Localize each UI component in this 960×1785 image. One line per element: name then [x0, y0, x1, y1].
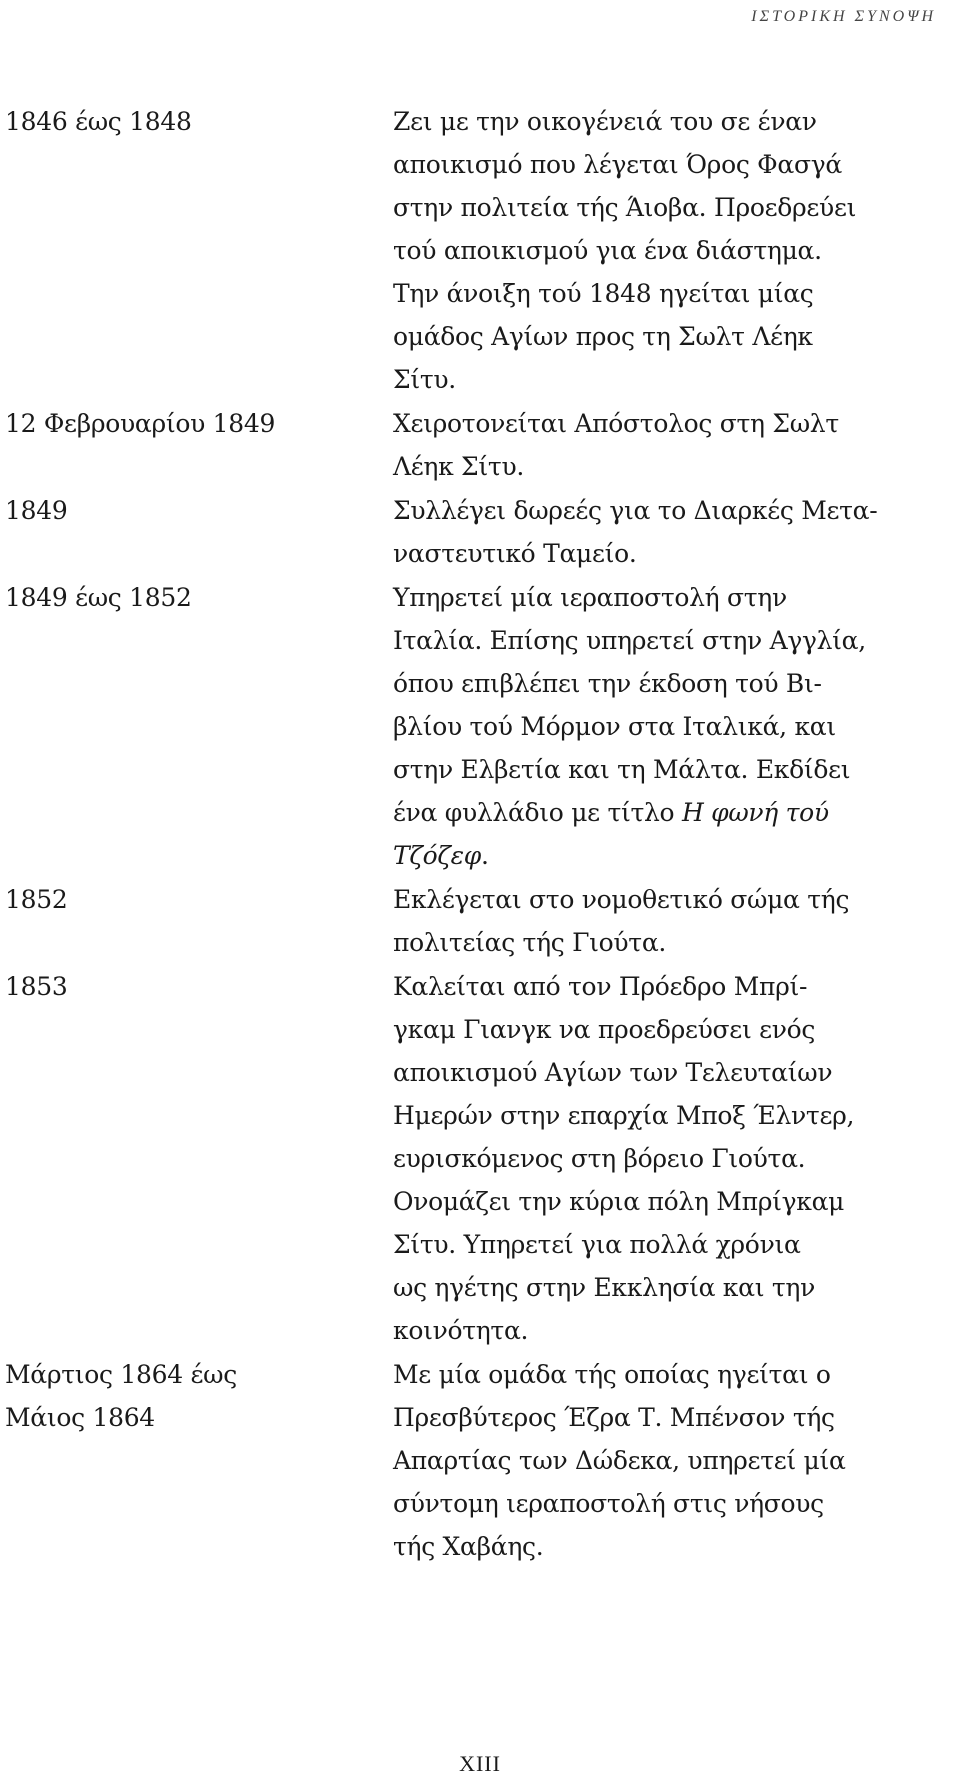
- text-line: Σίτυ. Υπηρετεί για πολλά χρόνια: [393, 1230, 801, 1259]
- text-line: Λέηκ Σίτυ.: [393, 452, 525, 481]
- date-line: 1853: [5, 972, 68, 1001]
- text-line: [393, 834, 933, 877]
- text-line: τής Χαβάης.: [393, 1532, 544, 1561]
- text-line: αποικισμού Αγίων των Τελευταίων: [393, 1058, 833, 1087]
- text-line: Ιταλία. Επίσης υπηρετεί στην Αγγλία,: [393, 626, 866, 655]
- entry-text: [393, 965, 933, 1352]
- timeline-entry: [5, 965, 935, 1352]
- entry-text: [393, 1353, 933, 1568]
- date-line: 1852: [5, 885, 68, 914]
- text-fragment: .: [480, 841, 489, 870]
- text-line: βλίου τού Μόρμον στα Ιταλικά, και: [393, 712, 836, 741]
- text-line: ευρισκόμενος στη βόρειο Γιούτα.: [393, 1144, 806, 1173]
- text-line: Απαρτίας των Δώδεκα, υπηρετεί μία: [393, 1446, 846, 1475]
- text-line: όπου επιβλέπει την έκδοση τού Βι-: [393, 669, 822, 698]
- text-line: Καλείται από τον Πρόεδρο Μπρί-: [393, 972, 808, 1001]
- timeline: [5, 100, 935, 1569]
- timeline-entry: [5, 1353, 935, 1568]
- text-line: Εκλέγεται στο νομοθετικό σώμα τής: [393, 885, 850, 914]
- text-line: κοινότητα.: [393, 1316, 529, 1345]
- entry-text: [393, 402, 933, 488]
- text-fragment: ένα φυλλάδιο με τίτλο: [393, 798, 682, 827]
- text-line: τού αποικισμού για ένα διάστημα.: [393, 236, 822, 265]
- date-line: Μάιος 1864: [5, 1403, 155, 1432]
- pamphlet-title: Τζόζεφ: [393, 841, 481, 870]
- text-line: Ημερών στην επαρχία Μποξ Έλντερ,: [393, 1101, 855, 1130]
- text-line: Ονομάζει την κύρια πόλη Μπρίγκαμ: [393, 1187, 845, 1216]
- entry-date: [5, 965, 393, 1352]
- text-line: Πρεσβύτερος Έζρα Τ. Μπένσον τής: [393, 1403, 835, 1432]
- entry-date: [5, 878, 393, 964]
- text-line: ως ηγέτης στην Εκκλησία και την: [393, 1273, 815, 1302]
- text-line: στην πολιτεία τής Άιοβα. Προεδρεύει: [393, 193, 857, 222]
- date-line: Μάρτιος 1864 έως: [5, 1360, 237, 1389]
- text-line: ομάδος Αγίων προς τη Σωλτ Λέηκ: [393, 322, 813, 351]
- text-line: στην Ελβετία και τη Μάλτα. Εκδίδει: [393, 755, 851, 784]
- text-line: αποικισμό που λέγεται Όρος Φασγά: [393, 150, 842, 179]
- text-line: γκαμ Γιανγκ να προεδρεύσει ενός: [393, 1015, 816, 1044]
- entry-text: [393, 100, 933, 401]
- entry-date: [5, 100, 393, 401]
- text-line: Με μία ομάδα τής οποίας ηγείται ο: [393, 1360, 831, 1389]
- text-line: ναστευτικό Ταμείο.: [393, 539, 637, 568]
- entry-date: [5, 1353, 393, 1568]
- date-line: 1849 έως 1852: [5, 583, 192, 612]
- page-number: XIII: [459, 1751, 501, 1776]
- date-line: 1849: [5, 496, 68, 525]
- entry-date: [5, 402, 393, 488]
- running-header: ΙΣΤΟΡΙΚΗ ΣΥΝΟΨΗ: [751, 8, 936, 25]
- text-line: Χειροτονείται Απόστολος στη Σωλτ: [393, 409, 839, 438]
- timeline-entry: [5, 878, 935, 964]
- text-line: Σίτυ.: [393, 365, 456, 394]
- entry-date: [5, 576, 393, 877]
- entry-text: [393, 576, 933, 877]
- text-line: πολιτείας τής Γιούτα.: [393, 928, 667, 957]
- text-line: Υπηρετεί μία ιεραποστολή στην: [393, 583, 787, 612]
- entry-text: [393, 489, 933, 575]
- text-line: Την άνοιξη τού 1848 ηγείται μίας: [393, 279, 814, 308]
- entry-text: [393, 878, 933, 964]
- entry-date: [5, 489, 393, 575]
- text-line: [393, 791, 933, 834]
- timeline-entry: [5, 576, 935, 877]
- text-line: σύντομη ιεραποστολή στις νήσους: [393, 1489, 824, 1518]
- timeline-entry: [5, 489, 935, 575]
- text-line: Συλλέγει δωρεές για το Διαρκές Μετα-: [393, 496, 878, 525]
- date-line: 12 Φεβρουαρίου 1849: [5, 409, 276, 438]
- timeline-entry: [5, 100, 935, 401]
- timeline-entry: [5, 402, 935, 488]
- pamphlet-title: Η φωνή τού: [681, 798, 829, 827]
- date-line: 1846 έως 1848: [5, 107, 192, 136]
- text-line: Ζει με την οικογένειά του σε έναν: [393, 107, 817, 136]
